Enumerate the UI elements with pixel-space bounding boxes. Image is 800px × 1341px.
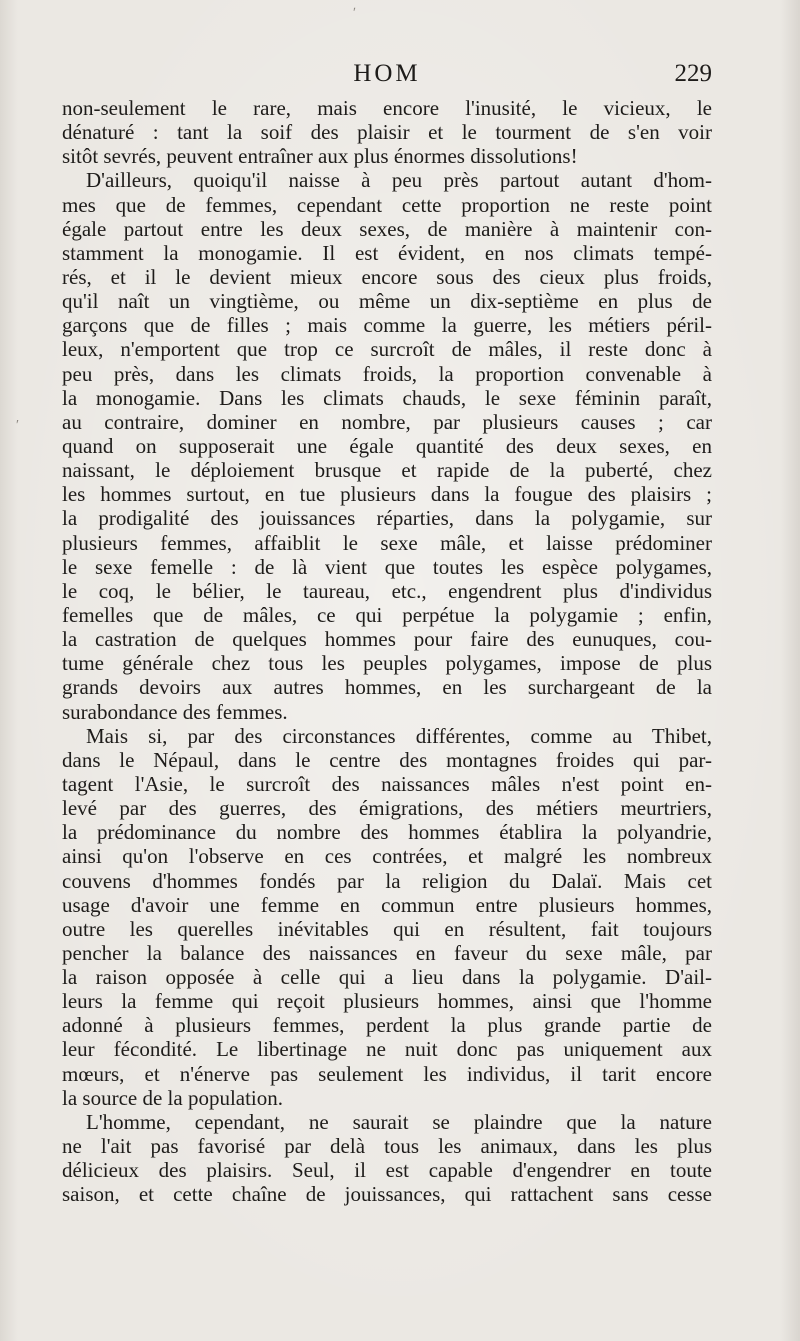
text-line: leurs la femme qui reçoit plusieurs hommes, ainsi que l'homme (62, 989, 712, 1014)
text-line: pencher la balance des naissances en faveur du sexe mâle, par (62, 940, 712, 965)
text-line: garçons que de filles ; mais comme la guerre, les métiers péril- (62, 313, 712, 338)
margin-mark: ′ (16, 418, 20, 433)
text-line: les hommes surtout, en tue plusieurs dans la fougue des plaisirs ; (62, 482, 712, 507)
text-line: plusieurs femmes, affaiblit le sexe mâle, et laisse prédominer (62, 530, 712, 555)
text-line: naissant, le déploiement brusque et rapide de la puberté, chez (62, 458, 712, 483)
page-number: 229 (674, 60, 712, 87)
text-line: femelles que de mâles, ce qui perpétue la polygamie ; enfin, (62, 602, 712, 627)
text-line: mœurs, et n'énerve pas seulement les individus, il tarit encore (62, 1061, 712, 1086)
text-line: peu près, dans les climats froids, la proportion convenable à (62, 361, 712, 386)
text-line: saison, et cette chaîne de jouissances, qui rattachent sans cesse (62, 1182, 712, 1207)
text-line: sitôt sevrés, peuvent entraîner aux plus énormes dissolutions! (62, 144, 578, 169)
text-line: adonné à plusieurs femmes, perdent la plus grande partie de (62, 1013, 712, 1038)
text-line: la prodigalité des jouissances réparties, dans la polygamie, sur (62, 506, 712, 531)
running-head (62, 60, 712, 96)
text-line: grands devoirs aux autres hommes, en les surchargeant de la (62, 675, 712, 700)
text-line: couvens d'hommes fondés par la religion du Dalaï. Mais cet (62, 868, 712, 893)
text-line: la source de la population. (62, 1085, 284, 1110)
text-line: la castration de quelques hommes pour faire des eunuques, cou- (62, 627, 712, 652)
text-line: dénaturé : tant la soif des plaisir et le tourment de s'en voir (62, 120, 712, 145)
text-line: ne l'ait pas favorisé par delà tous les animaux, dans les plus (62, 1134, 712, 1159)
text-line: le sexe femelle : de là vient que toutes les espèce polygames, (62, 554, 712, 579)
text-line: outre les querelles inévitables qui en résultent, fait toujours (62, 916, 712, 941)
margin-mark: ʹ (353, 6, 357, 21)
text-line: quand on supposerait une égale quantité des deux sexes, en (62, 433, 712, 458)
text-line: mes que de femmes, cependant cette proportion ne reste point (62, 192, 712, 217)
text-line: égale partout entre les deux sexes, de manière à maintenir con- (62, 216, 712, 241)
text-line: ainsi qu'on l'observe en ces contrées, et malgré les nombreux (62, 844, 712, 869)
text-line: tume générale chez tous les peuples polygames, impose de plus (62, 651, 712, 676)
text-line: rés, et il le devient mieux encore sous des cieux plus froids, (62, 264, 712, 289)
text-line: levé par des guerres, des émigrations, des métiers meurtriers, (62, 796, 712, 821)
text-line: la raison opposée à celle qui a lieu dans la polygamie. D'ail- (62, 965, 712, 990)
text-line: leux, n'emportent que trop ce surcroît de mâles, il reste donc à (62, 337, 712, 362)
text-line: stamment la monogamie. Il est évident, en nos climats tempé- (62, 240, 712, 265)
running-title: HOM (353, 60, 421, 87)
text-line: dans le Népaul, dans le centre des montagnes froides qui par- (62, 747, 712, 772)
text-line: Mais si, par des circonstances différentes, comme au Thibet, (86, 723, 712, 748)
text-line: L'homme, cependant, ne saurait se plaindre que la nature (86, 1109, 712, 1134)
text-line: au contraire, dominer en nombre, par plusieurs causes ; car (62, 409, 712, 434)
text-line: usage d'avoir une femme en commun entre plusieurs hommes, (62, 892, 712, 917)
text-line: leur fécondité. Le libertinage ne nuit donc pas uniquement aux (62, 1037, 712, 1062)
text-line: le coq, le bélier, le taureau, etc., engendrent plus d'individus (62, 578, 712, 603)
text-line: qu'il naît un vingtième, ou même un dix-septième en plus de (62, 289, 712, 314)
text-line: D'ailleurs, quoiqu'il naisse à peu près partout autant d'hom- (86, 168, 712, 193)
text-line: la prédominance du nombre des hommes établira la polyandrie, (62, 820, 712, 845)
text-line: non-seulement le rare, mais encore l'inusité, le vicieux, le (62, 96, 712, 120)
text-line: surabondance des femmes. (62, 699, 288, 724)
body-text (62, 96, 712, 1206)
text-line: délicieux des plaisirs. Seul, il est capable d'engendrer en toute (62, 1158, 712, 1183)
text-line: la monogamie. Dans les climats chauds, le sexe féminin paraît, (62, 385, 712, 410)
text-line: tagent l'Asie, le surcroît des naissances mâles n'est point en- (62, 771, 712, 796)
